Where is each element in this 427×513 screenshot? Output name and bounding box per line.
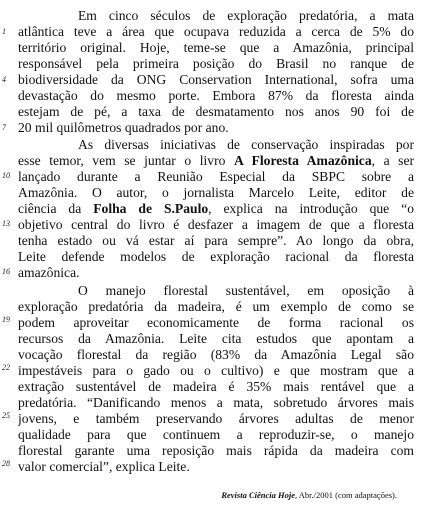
line-number: 28 bbox=[2, 459, 10, 468]
text-line: As diversas iniciativas de conservação inspiradas por bbox=[78, 137, 414, 152]
book-title: A Floresta Amazônica bbox=[233, 153, 372, 168]
text-line: jovens, e também preservando árvores adultas de menor bbox=[18, 411, 414, 426]
text-line bbox=[18, 201, 414, 216]
text-line: tenha estado ou vá estar aí para sempre”. Ao longo da obra, bbox=[18, 233, 414, 248]
source-name: Revista Ciência Hoje bbox=[221, 490, 296, 500]
line-number: 10 bbox=[2, 171, 10, 180]
text-run: , a ser bbox=[371, 153, 414, 168]
text-line: exploração predatória da madeira, é um exemplo de como se bbox=[18, 299, 414, 314]
text-line: biodiversidade da ONG Conservation International, sofra uma bbox=[18, 72, 414, 87]
text-line: recursos da Amazônia. Leite cita estudos que apontam a bbox=[18, 331, 414, 346]
text-line: Em cinco séculos de exploração predatória, a mata bbox=[78, 8, 414, 23]
text-line: 20 mil quilômetros quadrados por ano. bbox=[18, 120, 229, 135]
source-citation bbox=[221, 489, 397, 501]
text-line: podem aproveitar economicamente de forma racional os bbox=[18, 315, 414, 330]
text-line: devastação do mesmo porte. Embora 87% da floresta ainda bbox=[18, 88, 414, 103]
newspaper-name: Folha de S.Paulo bbox=[93, 201, 209, 216]
text-line bbox=[18, 153, 414, 168]
text-line: extração sustentável de madeira é 35% mais rentável que a bbox=[18, 379, 414, 394]
source-details: , Abr./2001 (com adaptações). bbox=[295, 490, 397, 500]
line-number: 7 bbox=[2, 123, 6, 132]
line-number: 13 bbox=[2, 219, 10, 228]
text-line: amazônica. bbox=[18, 265, 80, 280]
text-line: responsável pela primeira posição do Brasil no ranque de bbox=[18, 56, 414, 71]
text-line: território original. Hoje, teme-se que a Amazônia, principal bbox=[18, 40, 414, 55]
text-line: Leite defende modelos de exploração racional da floresta bbox=[18, 249, 414, 264]
text-line: predatória. “Danificando menos a mata, sobretudo árvores mais bbox=[18, 395, 414, 410]
text-run: ciência da bbox=[18, 201, 94, 216]
line-number: 16 bbox=[2, 267, 10, 276]
text-line: qualidade para que continuem a reproduzir-se, o manejo bbox=[18, 427, 414, 442]
text-line: objetivo central do livro é desfazer a imagem de que a floresta bbox=[18, 217, 414, 232]
line-number: 25 bbox=[2, 411, 10, 420]
text-line: lançado durante a Reunião Especial da SBPC sobre a bbox=[18, 169, 414, 184]
text-run: , explica na introdução que “o bbox=[208, 201, 414, 216]
text-line: estejam de pé, a taxa de desmatamento nos anos 90 foi de bbox=[18, 104, 414, 119]
text-line: impestáveis para o gado ou o cultivo) e que mostram que a bbox=[18, 363, 414, 378]
text-line: O manejo florestal sustentável, em oposição à bbox=[78, 283, 414, 298]
line-number: 4 bbox=[2, 75, 6, 84]
text-line: valor comercial”, explica Leite. bbox=[18, 459, 190, 474]
line-number: 1 bbox=[2, 27, 6, 36]
line-number: 19 bbox=[2, 315, 10, 324]
text-line: vocação florestal da região (83% da Amazônia Legal são bbox=[18, 347, 414, 362]
text-line: atlântica teve a área que ocupava reduzida a cerca de 5% do bbox=[18, 24, 414, 39]
text-run: esse temor, vem se juntar o livro bbox=[18, 153, 234, 168]
text-line: florestal garante uma reposição mais rápida da madeira com bbox=[18, 443, 414, 458]
text-line: Amazônia. O autor, o jornalista Marcelo Leite, editor de bbox=[18, 185, 414, 200]
line-number: 22 bbox=[2, 363, 10, 372]
